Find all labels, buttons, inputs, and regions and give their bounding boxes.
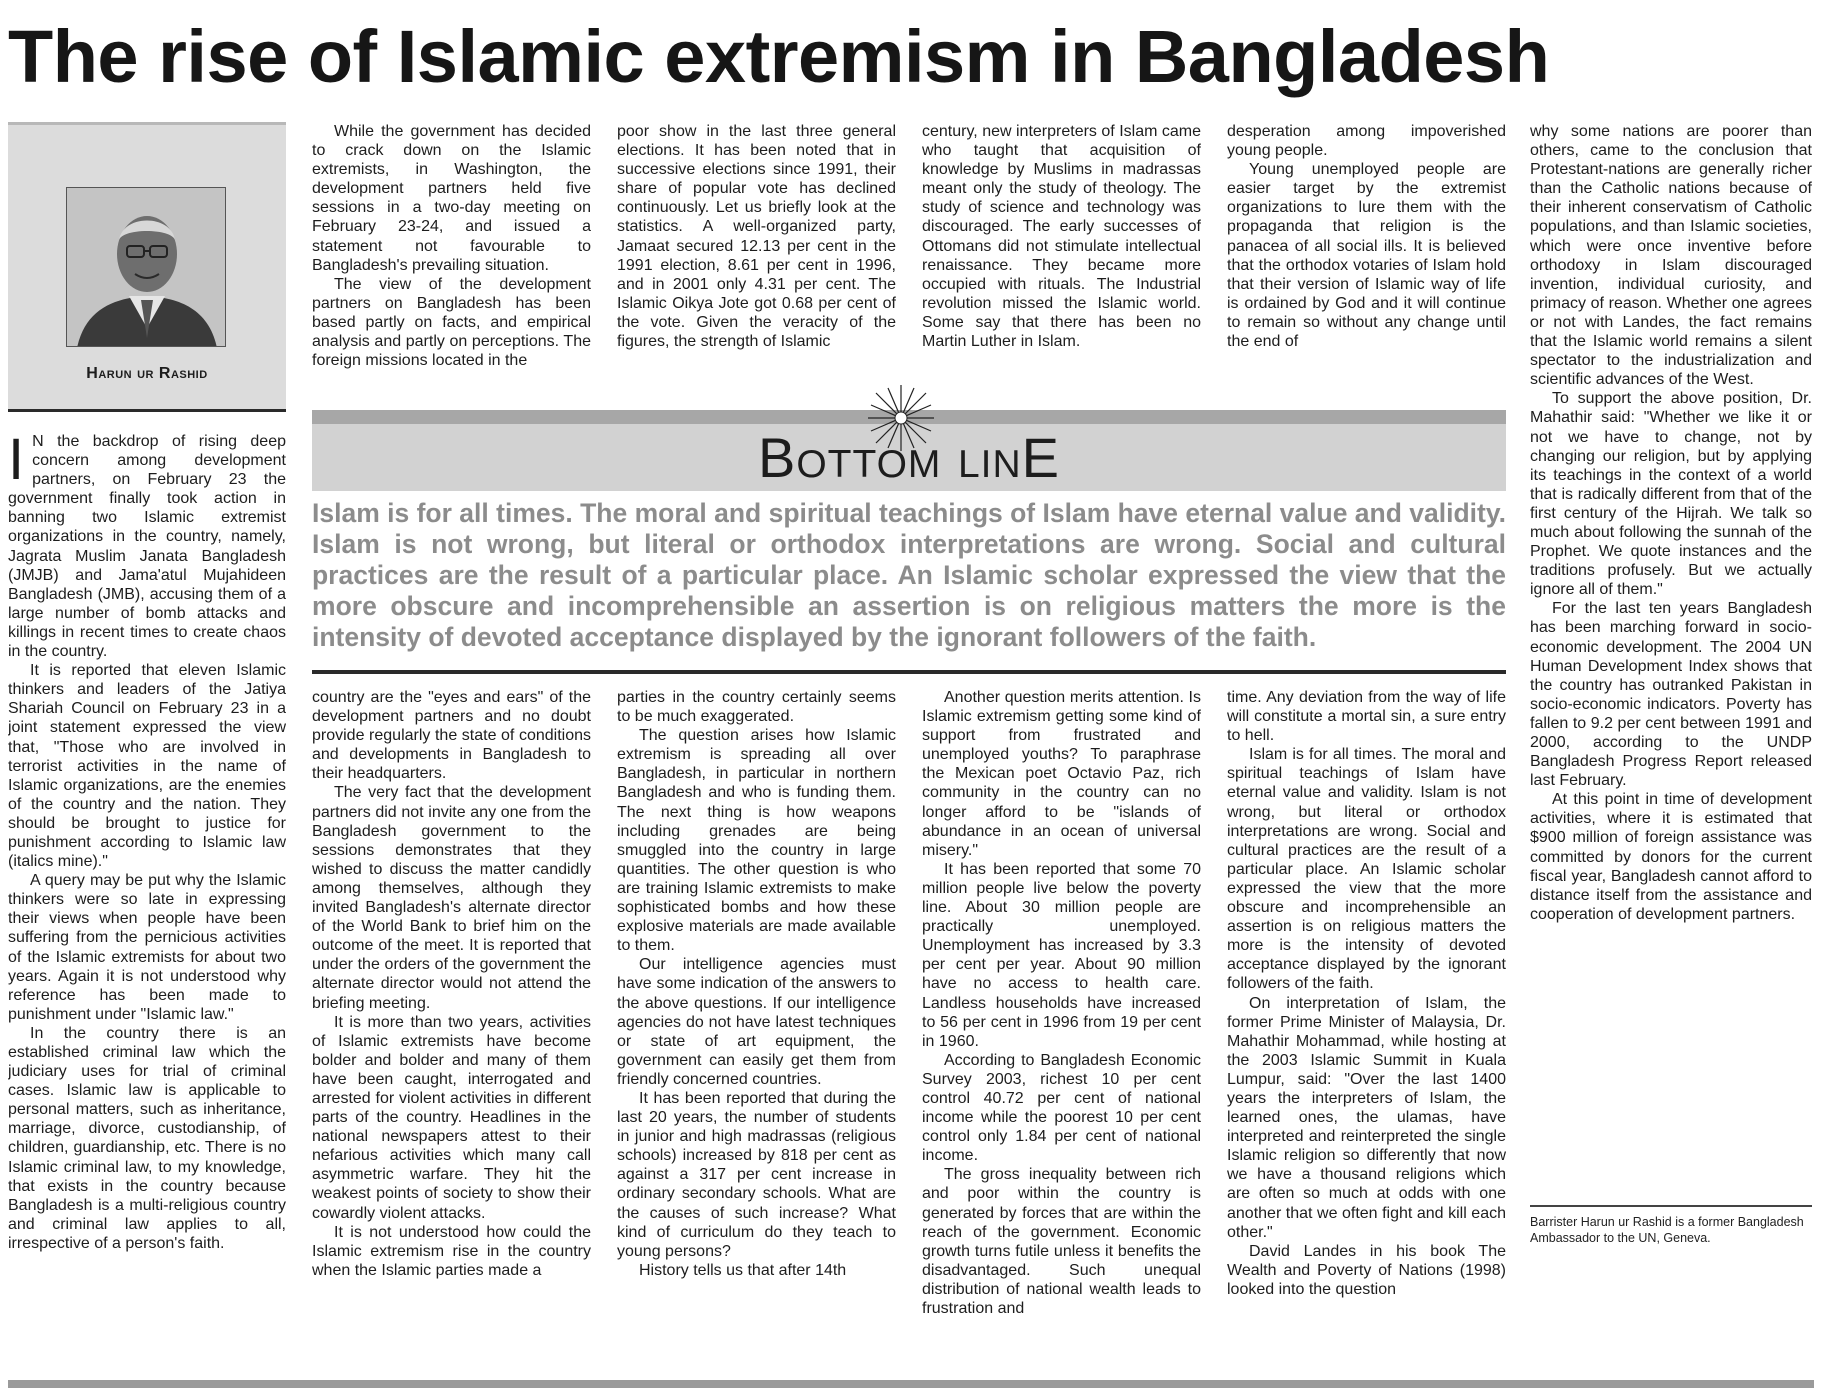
paragraph: It has been reported that some 70 million people live below the poverty line. About 30 million people are practically unemployed. Unemployment has increased by 3.3 per cent per year. About 90 million have no access to health care. Landless households have increased to 56 per cent in 1996 from 19 per cent in 1960. (922, 860, 1201, 1050)
column-6 (1530, 122, 1812, 1200)
paragraph: While the government has decided to crack down on the Islamic extremists, in Washington, the development partners held five sessions in a two-day meeting on February 23-24, and issued a statement not favourable to Bangladesh's prevailing situation. (312, 123, 591, 274)
paragraph: century, new interpreters of Islam came who taught that acquisition of knowledge by Muslims in madrassas meant only the study of theology. The study of science and technology was discouraged. The early successes of Ottomans did not stimulate intellectual renaissance. They became more occupied with rituals. The Industrial revolution missed the Islamic world. Some say that there has been no Martin Luther in Islam. (922, 123, 1201, 351)
paragraph: A query may be put why the Islamic thinkers were so late in expressing their views when people have been suffering from the pernicious activities of the Islamic extremists for about two years. Again it is not understood why reference has been made to punishment under "Islamic law." (8, 872, 286, 1023)
paragraph: Our intelligence agencies must have some indication of the answers to the above questions. If our intelligence agencies do not have latest techniques or state of art equipment, the government can easily get them from friendly concerned countries. (617, 956, 896, 1088)
divider (1530, 1205, 1812, 1207)
pull-quote: Islam is for all times. The moral and spiritual teachings of Islam have eternal value and validity. Islam is not wrong, but literal or orthodox interpretations are wrong. Social and cultural practices are the result of a particular place. An Islamic scholar expressed the view that the more obscure and incomprehensible an assertion is on religious matters the more is the intensity of devoted acceptance displayed by the ignorant followers of the faith. (312, 498, 1506, 652)
divider (312, 670, 1506, 674)
column-5-bottom (1227, 688, 1506, 1374)
paragraph: For the last ten years Bangladesh has been marching forward in socio-economic development. The 2004 UN Human Development Index shows that the country has outranked Pakistan in socio-economic indicators. Poverty has fallen to 9.2 per cent between 1991 and 2000, according to the UNDP Bangladesh Progress Report released last February. (1530, 600, 1812, 790)
column-4-top (922, 122, 1201, 400)
column-3-bottom (617, 688, 896, 1374)
paragraph: According to Bangladesh Economic Survey 2003, richest 10 per cent control 40.72 per cent of national income while the poorest 10 per cent control only 1.84 per cent of national income. (922, 1051, 1201, 1165)
paragraph: The very fact that the development partners did not invite any one from the Bangladesh government to the sessions demonstrates that they wished to discuss the matter candidly among themselves, although they invited Bangladesh's alternate director of the World Bank to brief him on the outcome of the meet. It is reported that under the orders of the government the alternate director would not attend the briefing meeting. (312, 784, 591, 1012)
paragraph: why some nations are poorer than others, came to the conclusion that Protestant-nations are generally richer than the Catholic nations because of their inherent conservatism of Catholic populations, and than Islamic societies, which were once inventive before orthodoxy in Islam discouraged invention, individual curiosity, and primacy of reason. Whether one agrees or not with Landes, the fact remains that the Islamic world remains a silent spectator to the industrialization and scientific advances of the West. (1530, 123, 1812, 389)
column-2-top (312, 122, 591, 400)
column-1 (8, 432, 286, 1374)
paragraph: At this point in time of development activities, where it is estimated that $900 million of foreign assistance was committed by donors for the current fiscal year, Bangladesh cannot afford to distance itself from the assistance and cooperation of development partners. (1530, 791, 1812, 923)
column-5-top (1227, 122, 1506, 400)
paragraph: History tells us that after 14th (639, 1261, 847, 1279)
paragraph: The view of the development partners on Bangladesh has been based partly on facts, and empirical analysis and partly on perceptions. The foreign missions located in the (312, 275, 591, 370)
paragraph: time. Any deviation from the way of life will constitute a mortal sin, a sure entry to hell. (1227, 689, 1506, 745)
author-portrait-icon (67, 188, 226, 347)
author-name: Harun ur Rashid (86, 365, 208, 382)
paragraph: The gross inequality between rich and poor within the country is generated by forces that are within the reach of the government. Economic growth turns futile unless it benefits the disadvantaged. Such unequal distribution of national wealth leads to frustration and (922, 1166, 1201, 1317)
paragraph: David Landes in his book The Wealth and Poverty of Nations (1998) looked into the question (1227, 1242, 1506, 1298)
paragraph: To support the above position, Dr. Mahathir said: "Whether we like it or not we have to change, not by changing our religion, but by applying its teachings in the context of a world that is radically different from that of the first century of the Hijrah. We talk so much about following the sunnah of the Prophet. We quote instances and the traditions profusely. But we actually ignore all of them." (1530, 390, 1812, 599)
column-2-bottom (312, 688, 591, 1374)
bottom-line-title: Bottom linE (757, 426, 1061, 489)
paragraph: desperation among impoverished young people. (1227, 123, 1506, 160)
paragraph: country are the "eyes and ears" of the development partners and no doubt provide regularly the state of conditions and developments in Bangladesh to their headquarters. (312, 689, 591, 783)
headline: The rise of Islamic extremism in Bangladesh (8, 15, 1550, 98)
paragraph: parties in the country certainly seems to be much exaggerated. (617, 689, 896, 726)
author-photo (66, 187, 226, 347)
paragraph: It is not understood how could the Islamic extremism rise in the country when the Islamic parties made a (312, 1223, 591, 1279)
paragraph: Another question merits attention. Is Islamic extremism getting some kind of support from frustrated and unemployed youths? To paraphrase the Mexican poet Octavio Paz, rich community in the country can no longer afford to be "islands of abundance in an ocean of universal misery." (922, 689, 1201, 859)
paragraph: Islam is for all times. The moral and spiritual teachings of Islam have eternal value and validity. Islam is not wrong, but literal or orthodox interpretations are wrong. Social and cultural practices are the result of a particular place. An Islamic scholar expressed the view that the more obscure and incomprehensible an assertion is on religious matters the more is the intensity of devoted acceptance displayed by the ignorant followers of the faith. (1227, 746, 1506, 993)
paragraph: In the country there is an established criminal law which the judiciary uses for trial of criminal cases. Islamic law is applicable to personal matters, such as inheritance, marriage, divorce, custodianship, of children, guardianship, etc. There is no Islamic criminal law, to my knowledge, that exists in the country because Bangladesh is a multi-religious country and criminal law applies to all, irrespective of a person's faith. (8, 1024, 286, 1252)
paragraph: On interpretation of Islam, the former Prime Minister of Malaysia, Dr. Mahathir Mohammad, while hosting at the 2003 Islamic Summit in Kuala Lumpur, said: "Over the last 1400 years the interpreters of Islam, the learned ones, the ulamas, have interpreted and reinterpreted the single Islamic religion so differently that now we have a thousand religions which are often so much at odds with one another that we often fight and kill each other." (1227, 994, 1506, 1241)
paragraph: I N the backdrop of rising deep concern among development partners, on February 23 the government finally took action in banning two Islamic extremist organizations in the country, namely, Jagrata Muslim Janata Bangladesh (JMJB) and Jama'atul Mujahideen Bangladesh (JMB), accusing them of a large number of bomb attacks and killings in recent times to create chaos in the country. (8, 432, 286, 661)
column-3-top (617, 122, 896, 400)
dropcap: I (8, 432, 25, 492)
paragraph: Young unemployed people are easier target by the extremist organizations to lure them with the propaganda that religion is the panacea of all social ills. It is believed that the orthodox votaries of Islam hold that their version of Islamic way of life is ordained by God and it will continue to remain so without any change until the end of (1227, 161, 1506, 351)
author-panel (8, 122, 286, 412)
paragraph: It is more than two years, activities of Islamic extremists have become bolder and bolder and many of them have been caught, interrogated and arrested for violent activities in different parts of the country. Headlines in the national newspapers attest to their nefarious activities which many call asymmetric warfare. They hit the weakest points of society to show their cowardly violent attacks. (312, 1013, 591, 1222)
author-bio: Barrister Harun ur Rashid is a former Bangladesh Ambassador to the UN, Geneva. (1530, 1215, 1804, 1245)
paragraph: poor show in the last three general elections. It has been noted that in successive elections since 1991, their share of popular vote has declined continuously. Let us briefly look at the statistics. A well-organized party, Jamaat secured 12.13 per cent in the 1991 election, 8.61 per cent in 1996, and in 2001 only 4.31 per cent. The Islamic Oikya Jote got 0.68 per cent of the vote. Given the veracity of the figures, the strength of Islamic (617, 123, 896, 351)
paragraph: It is reported that eleven Islamic thinkers and leaders of the Jatiya Shariah Council on February 23 in a joint statement expressed the view that, "Those who are involved in terrorist activities in the name of Islamic organizations, are the enemies of the country and the nation. They should be brought to justice for punishment according to Islamic law (italics mine)." (8, 662, 286, 871)
paragraph: It has been reported that during the last 20 years, the number of students in junior and high madrassas (religious schools) increased by 818 per cent as against a 317 per cent increase in ordinary secondary schools. What are the causes of such increase? What kind of curriculum do they teach to young persons? (617, 1089, 896, 1260)
paragraph: The question arises how Islamic extremism is spreading all over Bangladesh, in particular in northern Bangladesh and who is funding them. The next thing is how weapons including grenades are being smuggled into the country in large quantities. The other question is who are training Islamic extremists to make sophisticated bombs and how these explosive materials are made available to them. (617, 727, 896, 955)
page-bottom-rule (8, 1380, 1814, 1388)
column-4-bottom (922, 688, 1201, 1374)
